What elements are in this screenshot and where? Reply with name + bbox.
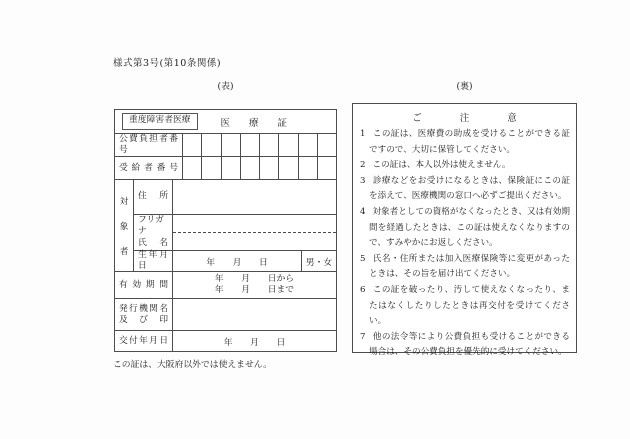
number-cell (240, 157, 259, 179)
issuer-label: 発行機関名 及び印 (115, 299, 173, 330)
payer-number-label: 公費負担者番号 (115, 134, 183, 156)
number-cell (317, 157, 336, 179)
number-cell (221, 157, 240, 179)
notice-item-number: 7 (360, 331, 366, 342)
notice-item (360, 174, 570, 205)
validity-from: 年 月 日から (214, 273, 295, 284)
issuer-row (115, 298, 336, 330)
furigana-name-label (134, 215, 173, 250)
notice-item-number: 3 (360, 175, 366, 186)
birthdate-value: 年 月 日 (206, 257, 268, 268)
issue-date-label: 交付年月日 (115, 331, 173, 351)
number-cell (317, 134, 336, 156)
notice-item-number: 5 (360, 253, 366, 264)
notice-item-number: 2 (360, 160, 366, 171)
card-type-badge: 重度障害者医療 (122, 113, 198, 130)
notice-title: ご 注 意 (412, 113, 517, 124)
address-value (173, 180, 336, 214)
back-side-label: (裏) (456, 82, 473, 92)
notice-item-text: 氏名・住所または加入医療保険等に変更があったときは、その旨を届け出てください。 (369, 253, 570, 280)
notice-item (360, 283, 570, 330)
notice-list (360, 127, 570, 361)
notice-item-number: 6 (360, 284, 366, 295)
payer-number-cells (183, 134, 336, 156)
subject-section (115, 179, 336, 271)
address-row (134, 180, 336, 214)
front-footer-note: この証は、大阪府以外では使えません。 (113, 360, 272, 370)
subject-group-char: 者 (119, 247, 129, 257)
issuer-value (173, 299, 336, 330)
header-row (115, 110, 336, 133)
birthdate-label: 生年月日 (134, 251, 173, 271)
issue-date-value: 年 月 日 (223, 337, 286, 348)
validity-value (173, 272, 336, 298)
furigana-name-separator (173, 232, 336, 233)
subject-group-char: 対 (119, 197, 129, 207)
number-cell (221, 134, 240, 156)
notice-item-text: この証は、本人以外は使えません。 (372, 160, 511, 171)
subject-group-label (115, 180, 134, 271)
notice-item-number: 1 (360, 129, 366, 139)
subject-group-char: 象 (119, 222, 129, 232)
notice-item-text: この証は、医療費の助成を受けることができる証ですので、大切に保管してください。 (369, 129, 570, 155)
number-cell (240, 134, 259, 156)
recipient-number-row (115, 156, 336, 179)
issue-date-row (115, 330, 336, 351)
address-label: 住所 (134, 180, 173, 214)
name-label: 氏名 (138, 238, 168, 249)
notice-item-text: 診療などをお受けになるときは、保険証にこの証を添えて、医療機関の窓口へ必ずご提出ください。 (369, 175, 570, 202)
validity-row (115, 271, 336, 298)
notice-item (360, 330, 570, 361)
notice-item (360, 205, 570, 252)
number-cell (259, 134, 278, 156)
number-cell (183, 134, 201, 156)
validity-to: 年 月 日まで (214, 285, 295, 295)
front-side-label: (表) (217, 82, 234, 92)
number-cell (183, 157, 201, 179)
medical-certificate-back (352, 103, 577, 358)
card-title: 医 療 証 (220, 117, 288, 129)
birthdate-row (134, 250, 336, 271)
notice-item-text: 対象者としての資格がなくなったとき、又は有効期間を経過したときは、この証は使えなくなりますので、すみやかにお返しください。 (369, 206, 570, 249)
recipient-number-cells (183, 157, 336, 179)
notice-item-number: 4 (360, 206, 366, 217)
notice-item (360, 252, 570, 283)
payer-number-row (115, 133, 336, 156)
medical-certificate-front (114, 109, 337, 352)
recipient-number-label: 受給者番号 (115, 157, 183, 179)
notice-item-text: 他の法令等により公費負担も受けることができる場合は、その公費負担を優先的に受けてください。 (369, 331, 570, 358)
validity-label: 有効期間 (115, 272, 173, 298)
number-cell (298, 157, 317, 179)
furigana-name-row (134, 214, 336, 250)
number-cell (278, 134, 297, 156)
number-cell (259, 157, 278, 179)
number-cell (201, 157, 220, 179)
notice-item (360, 158, 570, 174)
sex-options: 男・女 (301, 251, 336, 271)
furigana-label: フリガナ (138, 215, 164, 237)
notice-item (360, 127, 570, 158)
notice-item-text: この証を破ったり、汚して使えなくなったり、またはなくしたりしたときは再交付を受けてください。 (369, 284, 570, 327)
number-cell (201, 134, 220, 156)
number-cell (298, 134, 317, 156)
form-number: 様式第3号(第10条関係) (113, 58, 222, 69)
name-value (173, 215, 336, 250)
number-cell (278, 157, 297, 179)
